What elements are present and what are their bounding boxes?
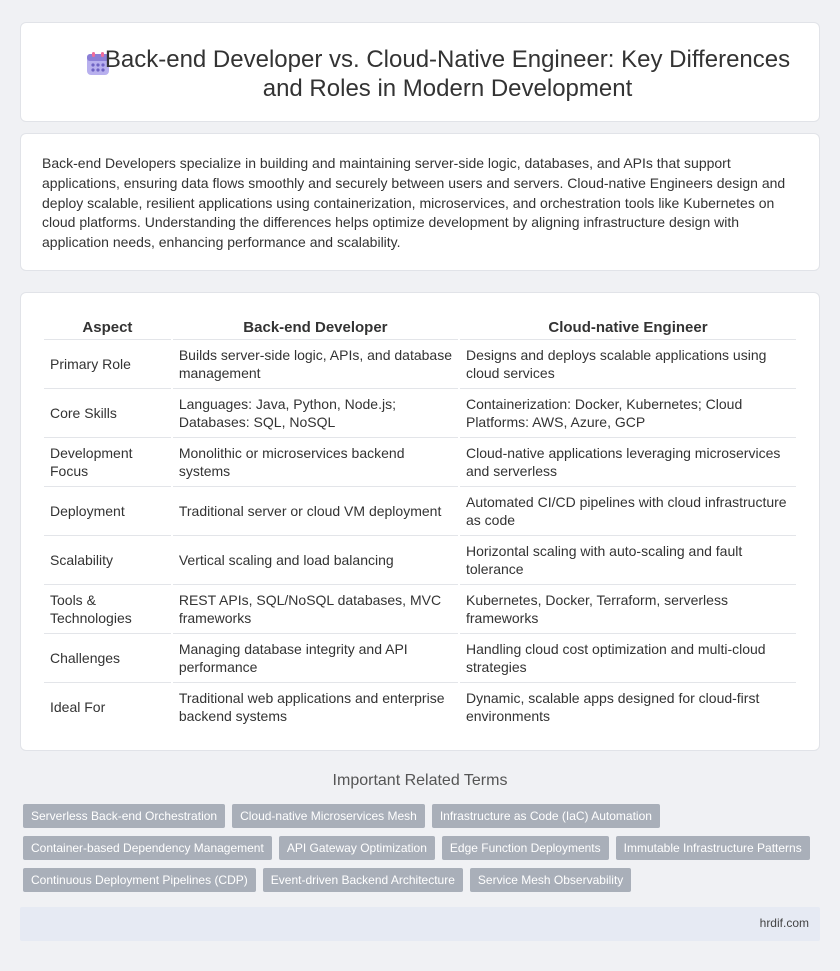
- cell-backend: Languages: Java, Python, Node.js; Databases: SQL, NoSQL: [173, 388, 458, 437]
- intro-card: [20, 133, 820, 271]
- tag-row: [23, 804, 823, 828]
- tag-row: [23, 836, 823, 860]
- cell-cloud: Designs and deploys scalable applications using cloud services: [460, 339, 796, 388]
- table-row: [44, 535, 796, 584]
- cell-backend: Monolithic or microservices backend systems: [173, 437, 458, 486]
- tag-row: [23, 868, 823, 892]
- tag-serverless-orchestration[interactable]: Serverless Back-end Orchestration: [23, 804, 225, 828]
- cell-backend: REST APIs, SQL/NoSQL databases, MVC frameworks: [173, 584, 458, 633]
- table-row: [44, 437, 796, 486]
- table-row: [44, 633, 796, 682]
- cell-cloud: Kubernetes, Docker, Terraform, serverless frameworks: [460, 584, 796, 633]
- tag-service-mesh[interactable]: Service Mesh Observability: [470, 868, 631, 892]
- cell-aspect: Development Focus: [44, 437, 171, 486]
- cell-aspect: Challenges: [44, 633, 171, 682]
- cell-aspect: Core Skills: [44, 388, 171, 437]
- cell-cloud: Dynamic, scalable apps designed for cloud-first environments: [460, 682, 796, 731]
- page-title: Back-end Developer vs. Cloud-Native Engineer: Key Differences and Roles in Modern Development: [104, 46, 791, 102]
- table-row: [44, 682, 796, 731]
- cell-cloud: Handling cloud cost optimization and multi-cloud strategies: [460, 633, 796, 682]
- comparison-table: [42, 315, 798, 731]
- tag-edge-function[interactable]: Edge Function Deployments: [442, 836, 609, 860]
- header-aspect: Aspect: [82, 319, 133, 336]
- tag-event-driven[interactable]: Event-driven Backend Architecture: [263, 868, 463, 892]
- cell-backend: Vertical scaling and load balancing: [173, 535, 458, 584]
- cell-cloud: Automated CI/CD pipelines with cloud infrastructure as code: [460, 486, 796, 535]
- cell-aspect: Deployment: [44, 486, 171, 535]
- tag-iac-automation[interactable]: Infrastructure as Code (IaC) Automation: [432, 804, 660, 828]
- tag-api-gateway[interactable]: API Gateway Optimization: [279, 836, 435, 860]
- tag-immutable-infrastructure[interactable]: Immutable Infrastructure Patterns: [616, 836, 810, 860]
- table-row: [44, 486, 796, 535]
- footer-site-link[interactable]: hrdif.com: [759, 916, 809, 930]
- cell-backend: Traditional server or cloud VM deployment: [173, 486, 458, 535]
- cell-backend: Builds server-side logic, APIs, and database management: [173, 339, 458, 388]
- related-terms-heading: Important Related Terms: [332, 772, 508, 789]
- cell-backend: Traditional web applications and enterprise backend systems: [173, 682, 458, 731]
- title-card: [20, 22, 820, 122]
- cell-cloud: Containerization: Docker, Kubernetes; Cloud Platforms: AWS, Azure, GCP: [460, 388, 796, 437]
- intro-paragraph: Back-end Developers specialize in building and maintaining server-side logic, databases, and APIs that support applications, ensuring data flows smoothly and securely between users and servers. Cloud-native Engineers design and deploy scalable, resilient applications using containerization, microservices, and orchestration tools like Kubernetes on cloud platforms. Understanding the differences helps optimize development by aligning infrastructure design with application needs, enhancing performance and scalability.: [42, 155, 786, 251]
- cell-cloud: Cloud-native applications leveraging microservices and serverless: [460, 437, 796, 486]
- header-backend: Back-end Developer: [243, 319, 388, 336]
- tag-microservices-mesh[interactable]: Cloud-native Microservices Mesh: [232, 804, 425, 828]
- cell-aspect: Primary Role: [44, 339, 171, 388]
- cell-aspect: Tools & Technologies: [44, 584, 171, 633]
- table-row: [44, 339, 796, 388]
- related-terms-tags: [23, 804, 823, 900]
- cell-aspect: Ideal For: [44, 682, 171, 731]
- cell-backend: Managing database integrity and API performance: [173, 633, 458, 682]
- comparison-card: [20, 292, 820, 751]
- footer: [20, 907, 820, 941]
- cell-cloud: Horizontal scaling with auto-scaling and fault tolerance: [460, 535, 796, 584]
- table-row: [44, 584, 796, 633]
- tag-continuous-deployment[interactable]: Continuous Deployment Pipelines (CDP): [23, 868, 256, 892]
- table-header-row: [44, 315, 796, 339]
- tag-container-dependency[interactable]: Container-based Dependency Management: [23, 836, 272, 860]
- header-cloud: Cloud-native Engineer: [548, 319, 708, 336]
- cell-aspect: Scalability: [44, 535, 171, 584]
- table-row: [44, 388, 796, 437]
